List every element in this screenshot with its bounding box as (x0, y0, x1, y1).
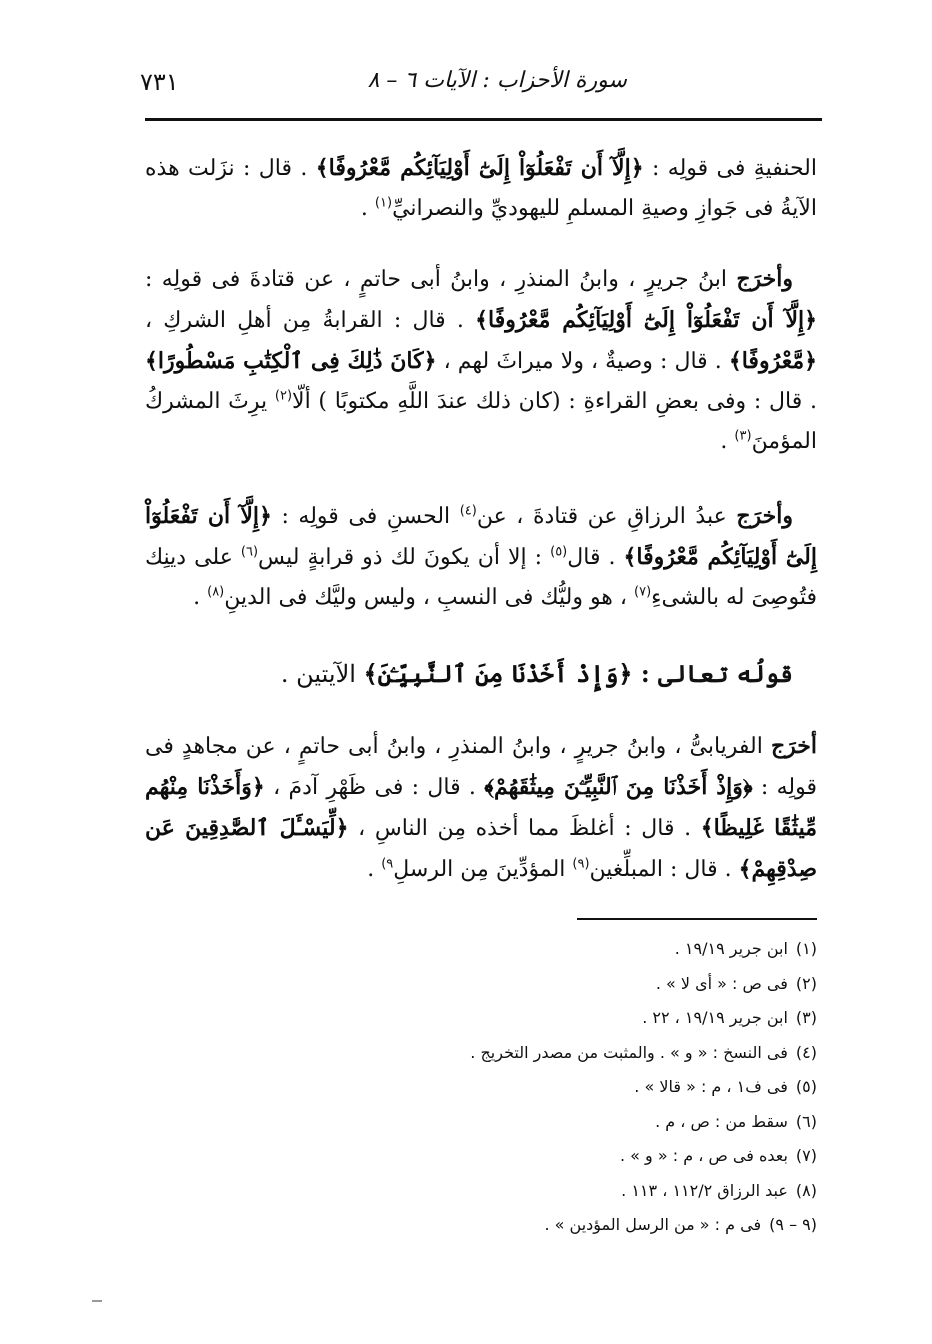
footnote-item (300, 1105, 817, 1140)
paragraph-lead: وأخرَج (736, 266, 793, 292)
text-segment: على دينِك فتُوصِىَ له بالشىءِ (145, 545, 817, 610)
footnote-ref: (٩) (572, 856, 590, 872)
quran-verse: ﴿كَانَ ذَٰلِكَ فِى ٱلْكِتَٰبِ مَسْطُورًا﴾ (145, 348, 437, 374)
paragraph-1 (145, 148, 817, 229)
footnote-item (300, 1001, 817, 1036)
text-segment: الحنفيةِ فى قولِه : (643, 156, 817, 181)
text-segment: . قال : القرابةُ مِن أهلِ الشركِ ، (145, 308, 476, 333)
text-segment: المؤدِّينَ مِن الرسلِ (393, 857, 573, 882)
text-segment: . قال : فى ظَهْرِ آدمَ ، (264, 775, 485, 800)
footnote-number: (٧) (795, 1146, 817, 1165)
text-segment: يرِثَ المشركُ المؤمنَ (145, 389, 817, 454)
footnote-item (300, 967, 817, 1002)
footnote-number: (١) (795, 939, 817, 958)
footnote-number: (٥) (795, 1077, 817, 1096)
footnote-ref: (٨) (207, 584, 225, 600)
footnote-text: بعده فى ص ، م : « و » . (620, 1146, 788, 1165)
paragraph-3 (145, 496, 817, 618)
text-segment: عبدُ الرزاقِ عن قتادةَ ، عن (476, 504, 737, 529)
footnote-number: (٣) (795, 1008, 817, 1027)
footnote-text: فى النسخ : « و » . والمثبت من مصدر التخريج . (470, 1042, 788, 1062)
footnote-ref: ٩) (381, 856, 394, 872)
quran-verse: ﴿إِلَّآ أَن تَفْعَلُوٓاْ إِلَىٰٓ أَوْلِيَآئِكُم مَّعْرُوفًا﴾ (475, 307, 818, 333)
footnote-ref: (١) (374, 195, 393, 211)
footnote-ref: (٥) (550, 544, 568, 560)
footnote-text: فى ص : « أى لا » . (655, 973, 788, 993)
text-segment: . قال : نزَلت هذه الآيةُ فى جَوازِ وصيةِ المسلمِ لليهوديِّ والنصرانيِّ (145, 156, 817, 221)
footnote-number: (٦) (795, 1111, 817, 1131)
running-header (140, 64, 822, 114)
text-segment: الحسنِ فى قولِه : (271, 504, 460, 529)
text-segment: . (360, 196, 375, 221)
paragraph-2 (145, 259, 817, 462)
text-segment: ، هو وليُّك فى النسبِ ، وليس وليَّك فى الدينِ (224, 585, 634, 610)
text-segment: . قال : وفى بعضِ القراءةِ : (كان ذلك عندَ اللَّهِ مكتوبًا ) ألّا (292, 389, 817, 414)
text-segment: . قال : أغلظَ مما أخذه مِن الناسِ ، (348, 816, 701, 841)
text-segment: . قال : المبلِّغين (589, 857, 739, 882)
footnote-item (300, 1174, 817, 1209)
text-segment: . قال : وصيةٌ ، ولا ميراثَ لهم ، (436, 349, 729, 374)
paragraph-4 (145, 726, 817, 890)
quran-verse: ﴿لِّيَسْـَٔلَ ٱلصَّٰدِقِينَ عَن صِدْقِهِمْ﴾ (145, 815, 817, 882)
footnote-item (300, 1070, 817, 1105)
text-segment: : إلا أن يكونَ لك ذو قرابةٍ ليس (258, 545, 551, 570)
footnote-item (300, 932, 817, 967)
footnote-ref: (٦) (240, 544, 259, 560)
footnote-text: ابن جرير ١٩/١٩ ، ٢٢ . (642, 1008, 788, 1027)
quran-verse: ﴿وَإِذْ أَخَذْنَا مِنَ ٱلنَّبِيِّـۧنَ﴾ (363, 659, 641, 688)
footnotes-list (300, 932, 817, 1243)
footnote-number: (٨) (795, 1180, 817, 1200)
footnote-item (300, 1208, 817, 1243)
footnote-ref: (٧) (634, 584, 652, 600)
footnote-number: (٤) (795, 1042, 817, 1062)
footnote-item (300, 1036, 817, 1071)
quran-verse: ﴿وَأَخَذْنَا مِنْهُم مِّيثَٰقًا غَلِيظًا﴾ (145, 774, 817, 841)
quran-verse: ﴿وَإِذْ أَخَذْنَا مِنَ ٱلنَّبِيِّـۧنَ مِيثَٰقَهُمْ﴾ (484, 774, 753, 800)
heading-lead: قولُه تعالى : (640, 659, 793, 688)
footnote-number: (٢) (795, 973, 817, 993)
footnote-text: ابن جرير ١٩/١٩ . (674, 939, 788, 958)
footnote-text: فى ف١ ، م : « قالا » . (634, 1077, 788, 1096)
footnote-ref: (٢) (274, 388, 293, 404)
text-segment: ابنُ جريرٍ ، وابنُ المنذرِ ، وابنُ أبى حاتمٍ ، عن قتادةَ فى قولِه : (145, 267, 737, 292)
footnote-text: سقط من : ص ، م . (655, 1111, 788, 1131)
text-segment: . (720, 429, 735, 454)
verse-heading (145, 652, 817, 696)
footnote-text: فى م : « من الرسل المؤدين » . (544, 1215, 762, 1234)
footnote-text: عبد الرزاق ١١٢/٢ ، ١١٣ . (621, 1180, 788, 1200)
body-text (145, 148, 817, 924)
footnote-item (300, 1139, 817, 1174)
text-segment: الآيتين . (280, 660, 364, 688)
text-segment: الفريابىُّ ، وابنُ جريرٍ ، وابنُ المنذرِ ، وابنُ أبى حاتمٍ ، عن مجاهدٍ فى قولِه : (145, 734, 818, 800)
text-segment: . (193, 585, 208, 610)
page-number: ٧٣١ (140, 68, 179, 96)
text-segment: . (367, 857, 382, 882)
paragraph-lead: وأخرَج (736, 503, 793, 529)
paragraph-lead: أخرَج (770, 733, 817, 759)
footnote-rule (577, 918, 817, 920)
scan-speck (92, 1300, 102, 1302)
footnote-ref: (٤) (459, 503, 477, 519)
footnote-ref: (٣) (734, 428, 752, 444)
header-rule (145, 118, 822, 121)
header-title: سورة الأحزاب : الآيات ٦ – ٨ (367, 68, 627, 93)
footnote-number: (٩ – ٩) (769, 1215, 817, 1234)
text-segment: . قال (567, 545, 624, 570)
quran-verse: ﴿إِلَّآ أَن تَفْعَلُوٓاْ إِلَىٰٓ أَوْلِيَآئِكُم مَّعْرُوفًا﴾ (145, 503, 817, 570)
quran-verse: ﴿إِلَّآ أَن تَفْعَلُوٓاْ إِلَىٰٓ أَوْلِيَآئِكُم مَّعْرُوفًا﴾ (315, 155, 644, 181)
quran-verse: ﴿مَّعْرُوفًا﴾ (728, 348, 817, 374)
